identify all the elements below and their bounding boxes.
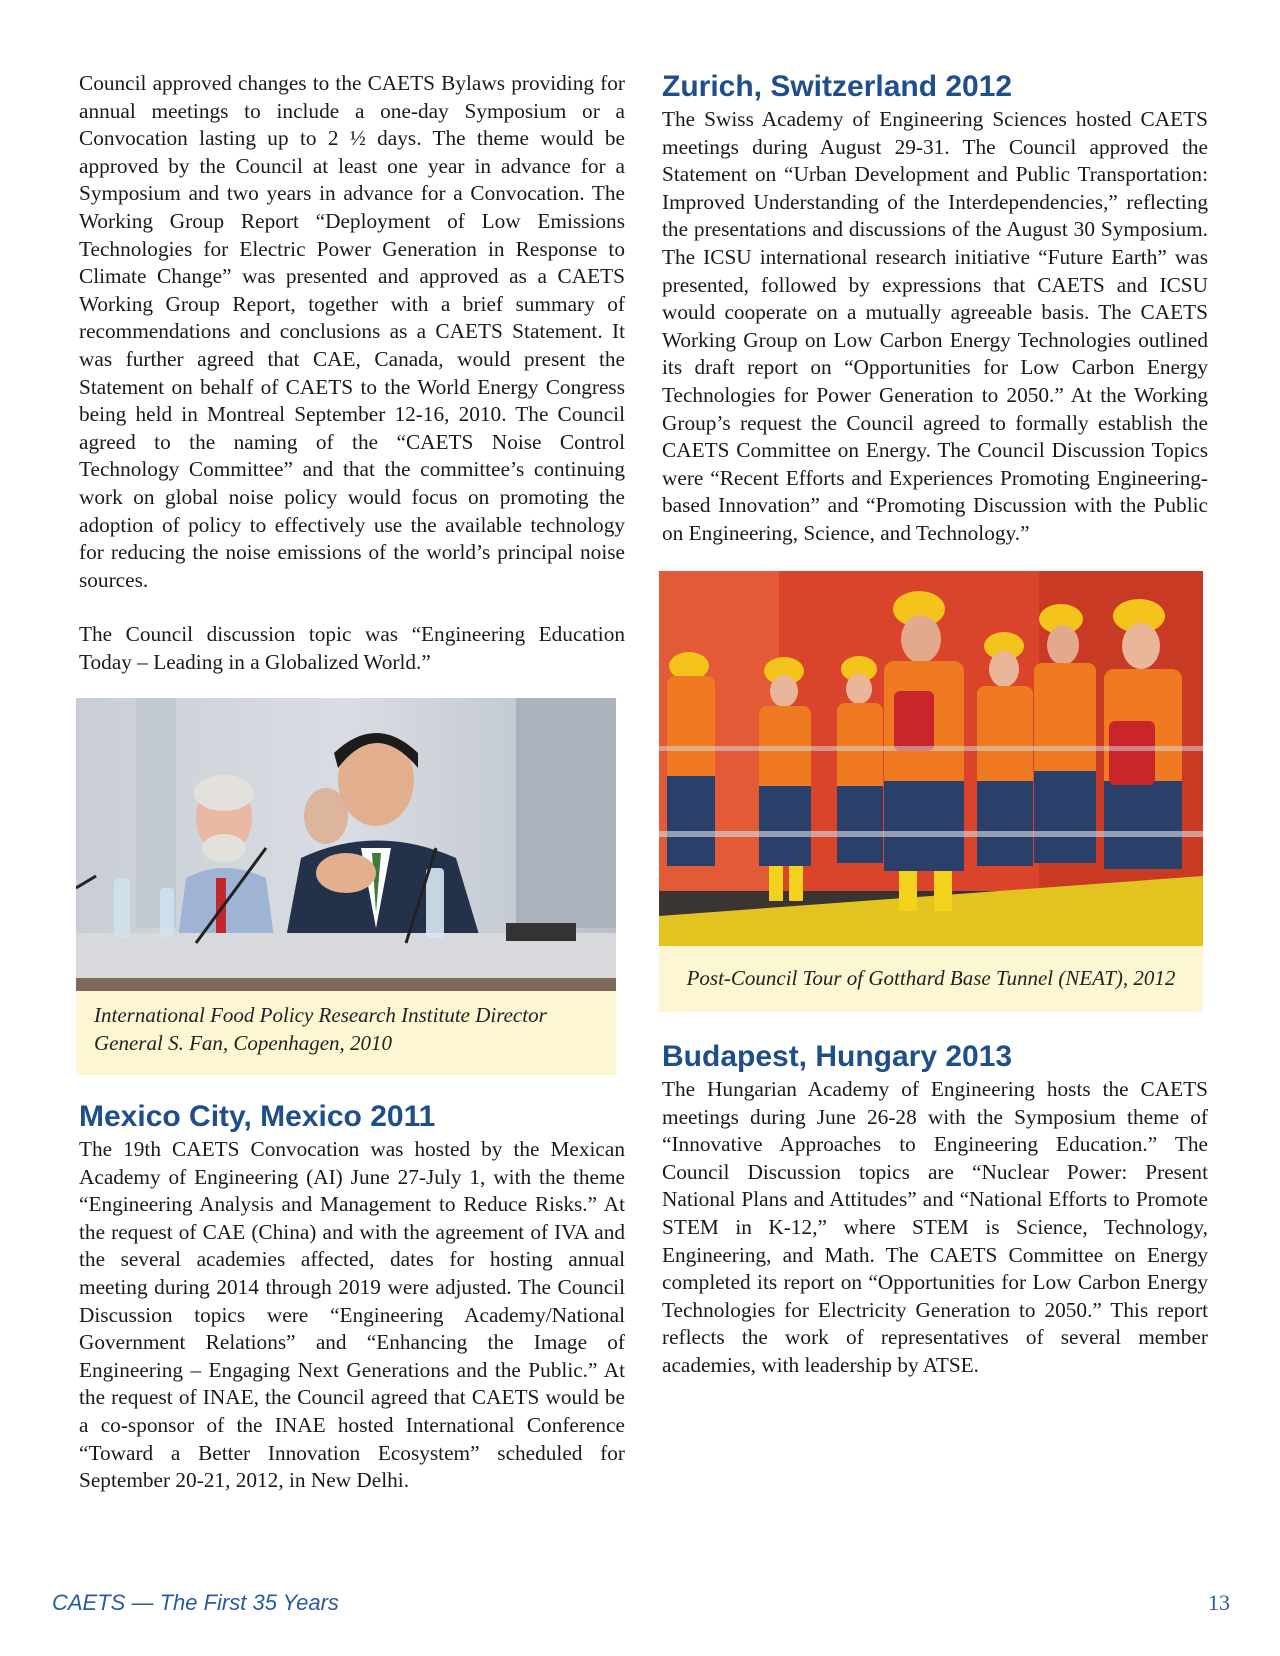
copenhagen-photo-caption: International Food Policy Research Institute Director General S. Fan, Copenhagen, 2010 [94, 1003, 547, 1055]
budapest-text: The Hungarian Academy of Engineering hosts the CAETS meetings during June 26-28 with the Symposium theme of “Innovative Approaches to Engineering Education.” The Council Discussion topics are “Nuclear Power: Present National Plans and Attitudes” and “National Efforts to Promote STEM in K-12,” where STEM is Science, Technology, Engineering, and Math. The CAETS Committee on Energy completed its report on “Opportunities for Low Carbon Energy Technologies for Electricity Generation to 2050.” This report reflects the work of representatives of several member academies, with leadership by ATSE. [662, 1077, 1208, 1377]
page-number: 13 [1208, 1590, 1230, 1615]
budapest-heading: Budapest, Hungary 2013 [662, 1040, 1013, 1073]
zurich-text: The Swiss Academy of Engineering Sciences hosted CAETS meetings during August 29-31. The Council approved the Statement on “Urban Development and Public Transportation: Improved Understanding of the Interdependencies,” reflecting the presentations and discussions of the August 30 Symposium. The ICSU international research initiative “Future Earth” was presented, followed by expressions that CAETS and ICSU would cooperate on a mutually agreeable basis. The CAETS Working Group on Low Carbon Energy Technologies outlined its draft report on “Opportunities for Low Carbon Energy Technologies for Power Generation to 2050.” At the Working Group’s request the Council agreed to formally establish the CAETS Committee on Energy. The Council Discussion Topics were “Recent Efforts and Experiences Promoting Engineering-based Innovation” and “Promoting Discussion with the Public on Engineering, Science, and Technology.” [662, 107, 1208, 545]
footer-title: CAETS — The First 35 Years [52, 1590, 339, 1615]
left-column [79, 70, 625, 676]
zurich-section [662, 70, 1208, 548]
tunnel-tour-photo-caption: Post-Council Tour of Gotthard Base Tunnel (NEAT), 2012 [686, 966, 1176, 990]
tunnel-tour-photo-caption-box [659, 946, 1203, 1012]
copenhagen-photo [76, 698, 616, 991]
copenhagen-photo-image [76, 698, 616, 991]
mexico-section [79, 1100, 625, 1495]
budapest-section [662, 1040, 1208, 1380]
mexico-heading: Mexico City, Mexico 2011 [79, 1100, 436, 1133]
zurich-heading: Zurich, Switzerland 2012 [662, 70, 1013, 103]
tunnel-tour-photo-image [659, 571, 1203, 946]
tunnel-tour-photo [659, 571, 1203, 946]
mexico-text: The 19th CAETS Convocation was hosted by the Mexican Academy of Engineering (AI) June 27-July 1, with the theme “Engineering Analysis and Management to Reduce Risks.” At the request of CAE (China) and with the agreement of IVA and the several academies affected, dates for hosting annual meeting during 2014 through 2019 were adjusted. The Council Discussion topics were “Engineering Academy/National Government Relations” and “Enhancing the Image of Engineering – Engaging Next Generations and the Public.” At the request of INAE, the Council agreed that CAETS would be a co-sponsor of the INAE hosted International Conference “Toward a Better Innovation Ecosystem” scheduled for September 20-21, 2012, in New Delhi. [79, 1137, 625, 1493]
bylaws-paragraph: Council approved changes to the CAETS Bylaws providing for annual meetings to include a one-day Symposium or a Convocation lasting up to 2 ½ days. The theme would be approved by the Council at least one year in advance for a Symposium and two years in advance for a Convocation. The Working Group Report “Deployment of Low Emissions Technologies for Electric Power Generation in Response to Climate Change” was presented and approved as a CAETS Working Group Report, together with a brief summary of recommendations and conclusions as a CAETS Statement. It was further agreed that CAE, Canada, would present the Statement on behalf of CAETS to the World Energy Congress being held in Montreal September 12-16, 2010. The Council agreed to the naming of the “CAETS Noise Control Technology Committee” and that the committee’s continuing work on global noise policy would focus on promoting the adoption of policy to effectively use the available technology for reducing the noise emissions of the world’s principal noise sources. [79, 71, 625, 592]
discussion-topic-paragraph: The Council discussion topic was “Engineering Education Today – Leading in a Globalized World.” [79, 622, 625, 674]
copenhagen-photo-caption-box [76, 991, 616, 1075]
